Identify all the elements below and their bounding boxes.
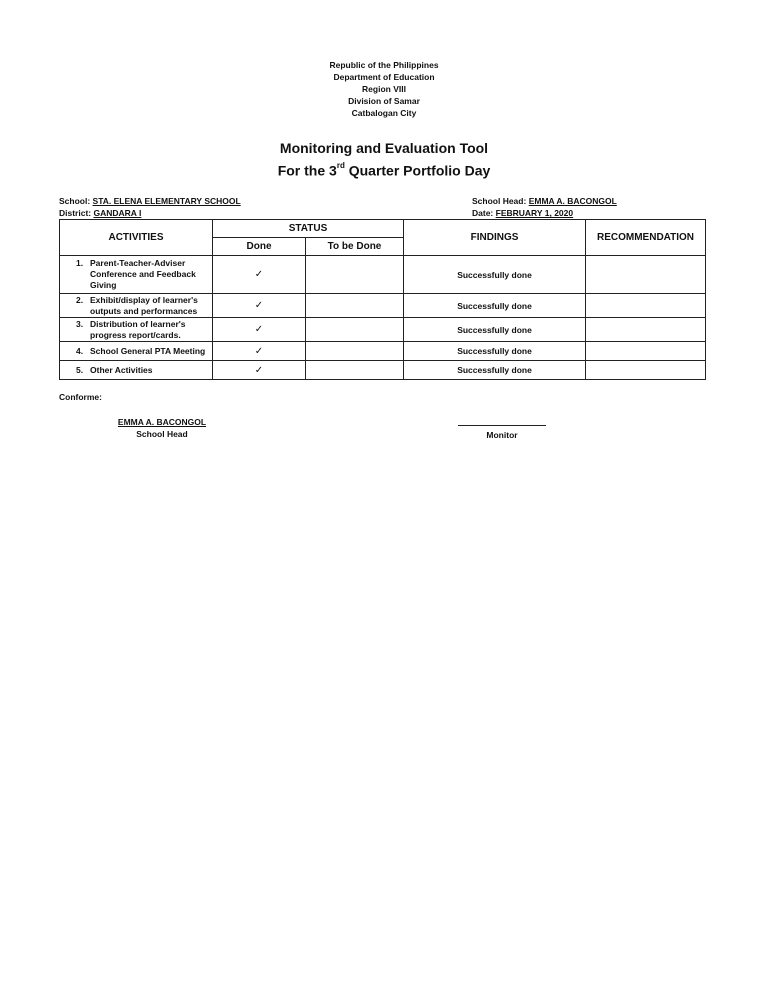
- school-head-label: School Head:: [472, 196, 527, 206]
- district-label: District:: [59, 208, 92, 218]
- activity-cell: [60, 361, 213, 380]
- title-line-2: [0, 158, 768, 181]
- activity-number: 4.: [76, 345, 84, 356]
- activity-cell: [60, 256, 213, 294]
- monitor-signature: [452, 416, 552, 441]
- letterhead-line-2: Department of Education: [333, 72, 435, 82]
- recommendation-cell: [586, 256, 706, 294]
- to-be-done-cell: [306, 294, 404, 318]
- conforme-label: Conforme:: [59, 392, 102, 402]
- findings-cell: Successfully done: [404, 294, 586, 318]
- done-cell: ✓: [213, 318, 306, 342]
- table-row: [60, 256, 706, 294]
- title-line-2-pre: For the 3: [277, 162, 337, 179]
- signatory-role: School Head: [136, 429, 188, 439]
- to-be-done-cell: [306, 361, 404, 380]
- table-row: [60, 318, 706, 342]
- to-be-done-cell: [306, 318, 404, 342]
- col-recommendation: RECOMMENDATION: [586, 220, 706, 256]
- activity-number: 2.: [76, 294, 84, 305]
- school-head-signature: [108, 416, 216, 440]
- letterhead-line-1: Republic of the Philippines: [329, 60, 439, 70]
- activity-text: School General PTA Meeting: [90, 345, 206, 356]
- findings-cell: Successfully done: [404, 318, 586, 342]
- signatory-name: EMMA A. BACONGOL: [117, 417, 207, 427]
- school-value: STA. ELENA ELEMENTARY SCHOOL: [92, 196, 241, 206]
- date-label: Date:: [472, 208, 494, 218]
- document-title: [0, 139, 768, 181]
- activity-number: 5.: [76, 364, 84, 375]
- monitor-role: Monitor: [486, 430, 518, 440]
- col-status: STATUS: [213, 220, 404, 238]
- letterhead-line-3: Region VIII: [362, 84, 406, 94]
- letterhead: [0, 59, 768, 119]
- done-cell: ✓: [213, 256, 306, 294]
- done-cell: ✓: [213, 361, 306, 380]
- district-info: [59, 207, 141, 219]
- done-cell: ✓: [213, 342, 306, 361]
- school-label: School:: [59, 196, 91, 206]
- title-line-2-sup: rd: [336, 161, 345, 170]
- activity-text: Parent-Teacher-Adviser Conference and Feedback Giving: [90, 258, 196, 290]
- monitoring-table: [59, 219, 706, 380]
- col-done: Done: [213, 238, 306, 256]
- district-value: GANDARA I: [93, 208, 142, 218]
- school-head-value: EMMA A. BACONGOL: [528, 196, 617, 206]
- signature-line: [458, 416, 546, 426]
- activity-cell: [60, 342, 213, 361]
- school-info: [59, 195, 241, 207]
- recommendation-cell: [586, 318, 706, 342]
- activity-text: Exhibit/display of learner's outputs and performances: [90, 294, 198, 316]
- activity-cell: [60, 318, 213, 342]
- activity-cell: [60, 294, 213, 318]
- to-be-done-cell: [306, 342, 404, 361]
- date-value: FEBRUARY 1, 2020: [495, 208, 574, 218]
- letterhead-line-5: Catbalogan City: [351, 108, 417, 118]
- school-head-info: [472, 195, 617, 207]
- col-findings: FINDINGS: [404, 220, 586, 256]
- date-info: [472, 207, 573, 219]
- letterhead-line-4: Division of Samar: [348, 96, 420, 106]
- activity-number: 3.: [76, 318, 84, 329]
- findings-cell: Successfully done: [404, 342, 586, 361]
- activity-text: Distribution of learner's progress report/cards.: [90, 318, 186, 340]
- findings-cell: Successfully done: [404, 256, 586, 294]
- title-line-1: Monitoring and Evaluation Tool: [279, 140, 489, 156]
- col-to-be-done: To be Done: [306, 238, 404, 256]
- findings-cell: Successfully done: [404, 361, 586, 380]
- activity-text: Other Activities: [90, 364, 153, 375]
- done-cell: ✓: [213, 294, 306, 318]
- recommendation-cell: [586, 361, 706, 380]
- table-row: [60, 342, 706, 361]
- recommendation-cell: [586, 294, 706, 318]
- activity-number: 1.: [76, 258, 84, 268]
- to-be-done-cell: [306, 256, 404, 294]
- title-line-2-post: Quarter Portfolio Day: [344, 162, 491, 179]
- recommendation-cell: [586, 342, 706, 361]
- table-row: [60, 361, 706, 380]
- table-row: [60, 294, 706, 318]
- col-activities: ACTIVITIES: [60, 220, 213, 256]
